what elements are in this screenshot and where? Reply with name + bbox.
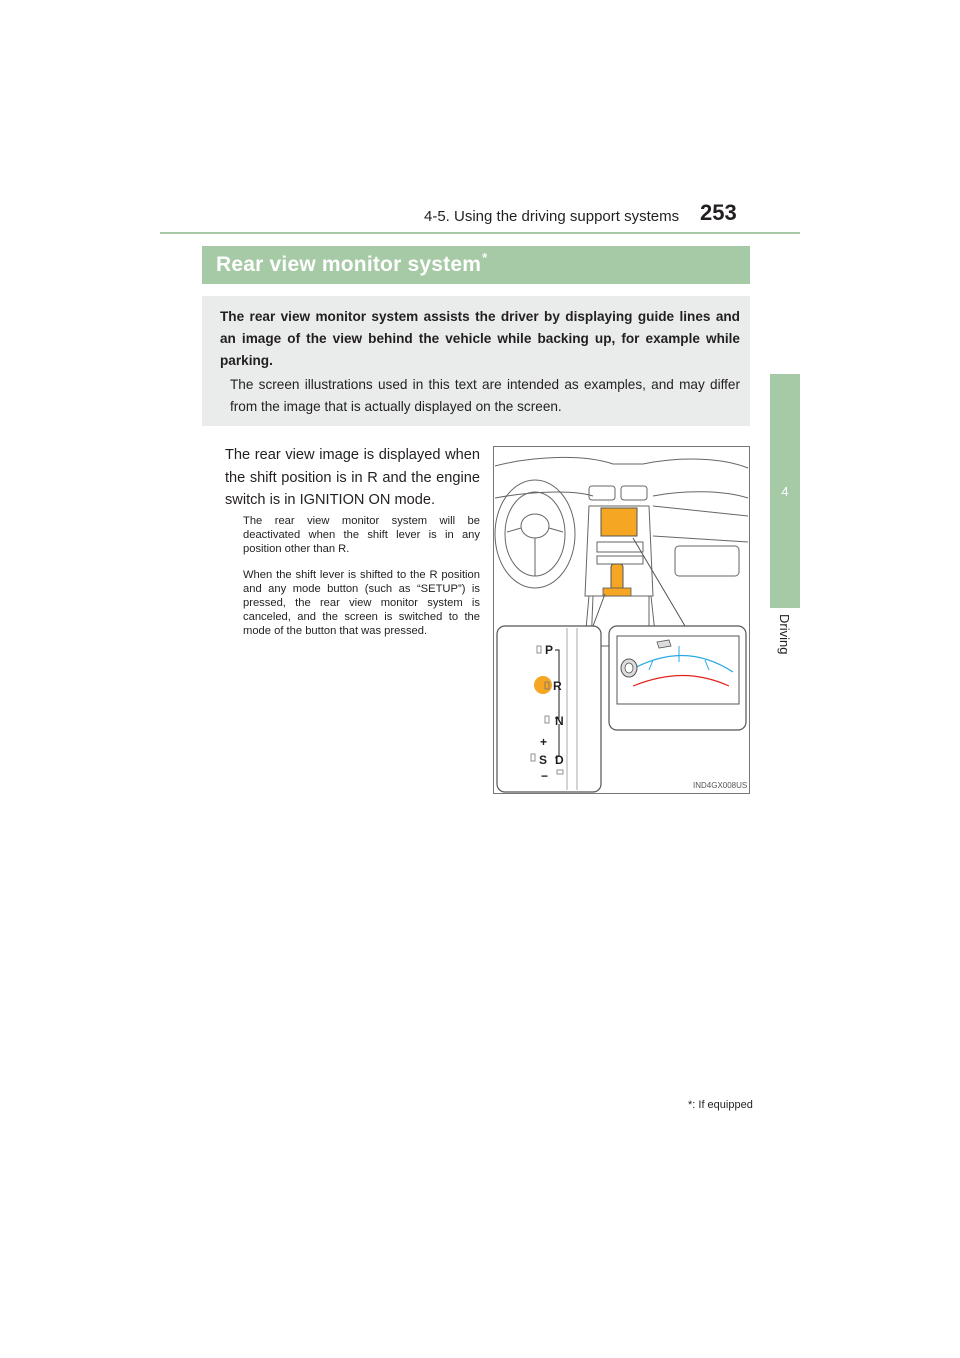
shift-gate-inset (497, 626, 601, 792)
chapter-number: 4 (781, 483, 789, 499)
body-note-1: The rear view monitor system will be deactivated when the shift lever is in any position other than R. (243, 515, 480, 555)
footnote-marker: * (688, 1099, 693, 1111)
title-bar (202, 246, 750, 284)
page-title-text: Rear view monitor system (216, 253, 482, 276)
page-number: 253 (700, 200, 737, 225)
shift-label-r: R (553, 679, 562, 693)
intro-box (202, 296, 750, 426)
intro-main-text: The rear view monitor system assists the driver by displaying guide lines and an image of the view behind the vehicle while backing up, for example while parking. (220, 309, 740, 368)
shift-label-plus: + (540, 735, 548, 749)
shift-label-s: S (539, 753, 548, 767)
body-paragraph: The rear view image is displayed when the shift position is in R and the engine switch is in IGNITION ON mode. (225, 447, 480, 508)
body-note-2: When the shift lever is shifted to the R position and any mode button (such as “SETUP”) is pressed, the rear view monitor system is canceled, and the screen is switched to the mode of the button that was pressed. (243, 569, 480, 637)
chapter-label-text: Driving (777, 614, 792, 655)
dashboard-illustration (493, 446, 750, 794)
figure-code: IND4GX008US (693, 781, 748, 790)
page-title (216, 250, 488, 277)
footnote (688, 1099, 753, 1111)
section-title: 4-5. Using the driving support systems (424, 208, 680, 225)
rear-view-screen-inset (609, 626, 746, 730)
header-rule (160, 232, 800, 234)
shift-label-d: D (555, 753, 564, 767)
shift-label-p: P (545, 643, 554, 657)
chapter-tab (770, 374, 800, 608)
shift-lever (611, 564, 623, 590)
if-equipped-marker: * (482, 250, 488, 265)
shift-label-minus: − (541, 769, 549, 783)
intro-note-text: The screen illustrations used in this text are intended as examples, and may differ from the image that is actually displayed on the screen. (230, 377, 740, 414)
chapter-label (770, 610, 800, 670)
footnote-text: : If equipped (692, 1099, 753, 1111)
navigation-screen (601, 508, 637, 536)
shift-label-n: N (555, 714, 564, 728)
